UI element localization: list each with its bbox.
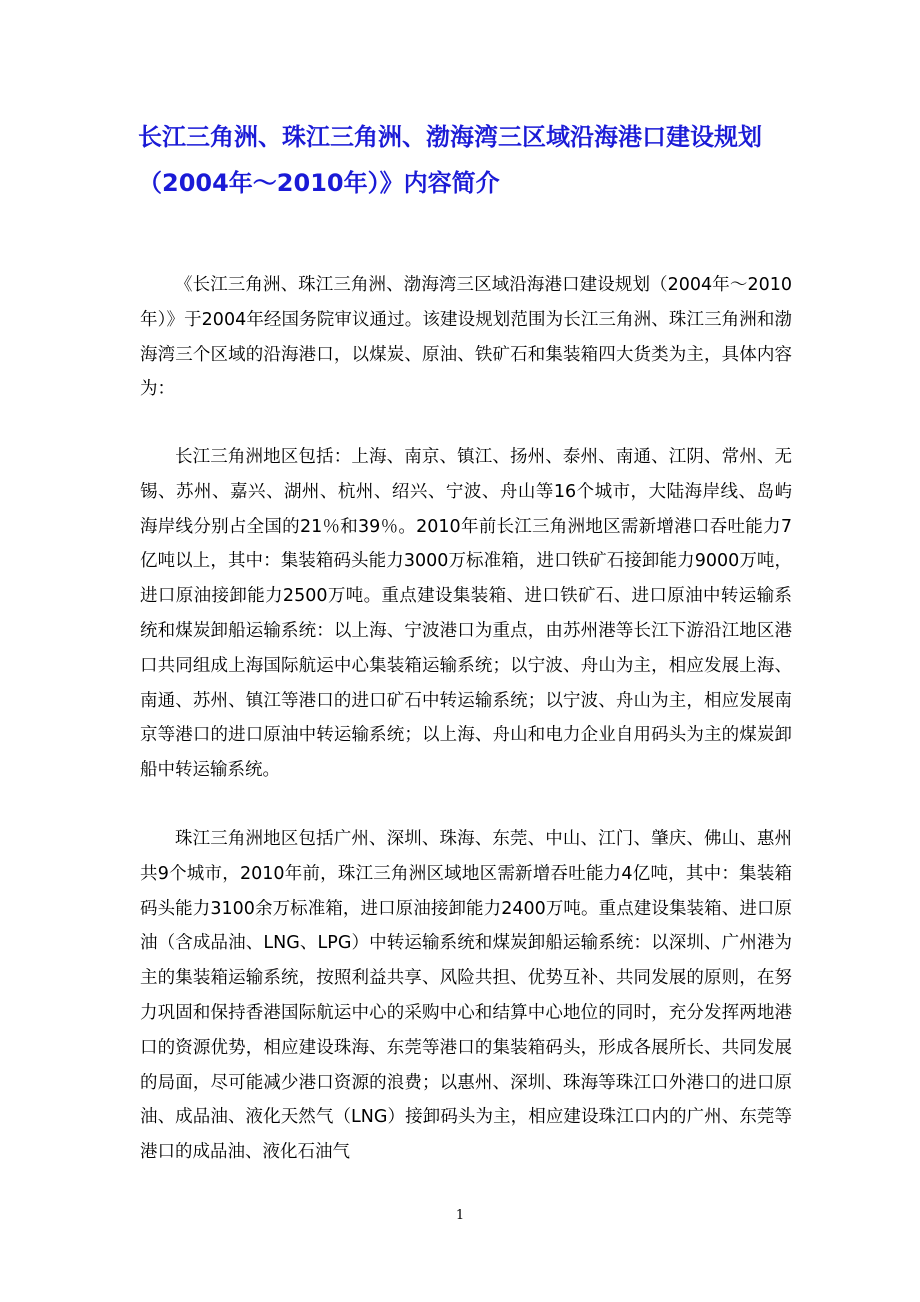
intro-paragraph: 《长江三角洲、珠江三角洲、渤海湾三区域沿海港口建设规划（2004年～2010年）》于2004年经国务院审议通过。该建设规划范围为长江三角洲、珠江三角洲和渤海湾三个区域的沿海港口，以煤炭、原油、铁矿石和集装箱四大货类为主，具体内容为： xyxy=(140,275,792,400)
yangtze-delta-paragraph: 长江三角洲地区包括：上海、南京、镇江、扬州、泰州、南通、江阴、常州、无锡、苏州、嘉兴、湖州、杭州、绍兴、宁波、舟山等16个城市，大陆海岸线、岛屿海岸线分别占全国的21％和39％。2010年前长江三角洲地区需新增港口吞吐能力7亿吨以上，其中：集装箱码头能力3000万标准箱，进口铁矿石接卸能力9000万吨，进口原油接卸能力2500万吨。重点建设集装箱、进口铁矿石、进口原油中转运输系统和煤炭卸船运输系统：以上海、宁波港口为重点，由苏州港等长江下游沿江地区港口共同组成上海国际航运中心集装箱运输系统；以宁波、舟山为主，相应发展上海、南通、苏州、镇江等港口的进口矿石中转运输系统；以宁波、舟山为主，相应发展南京等港口的进口原油中转运输系统；以上海、舟山和电力企业自用码头为主的煤炭卸船中转运输系统。 xyxy=(140,447,792,781)
pearl-river-delta-paragraph: 珠江三角洲地区包括广州、深圳、珠海、东莞、中山、江门、肇庆、佛山、惠州共9个城市，2010年前，珠江三角洲区域地区需新增吞吐能力4亿吨，其中：集装箱码头能力3100余万标准箱，进口原油接卸能力2400万吨。重点建设集装箱、进口原油（含成品油、LNG、LPG）中转运输系统和煤炭卸船运输系统：以深圳、广州港为主的集装箱运输系统，按照利益共享、风险共担、优势互补、共同发展的原则，在努力巩固和保持香港国际航运中心的采购中心和结算中心地位的同时，充分发挥两地港口的资源优势，相应建设珠海、东莞等港口的集装箱码头，形成各展所长、共同发展的局面，尽可能减少港口资源的浪费；以惠州、深圳、珠海等珠江口外港口的进口原油、成品油、液化天然气（LNG）接卸码头为主，相应建设珠江口内的广州、东莞等港口的成品油、液化石油气 xyxy=(140,829,792,1163)
page-number: 1 xyxy=(455,1208,465,1223)
document-title: 长江三角洲、珠江三角洲、渤海湾三区域沿海港口建设规划（2004年～2010年）》内容简介 xyxy=(138,123,762,197)
